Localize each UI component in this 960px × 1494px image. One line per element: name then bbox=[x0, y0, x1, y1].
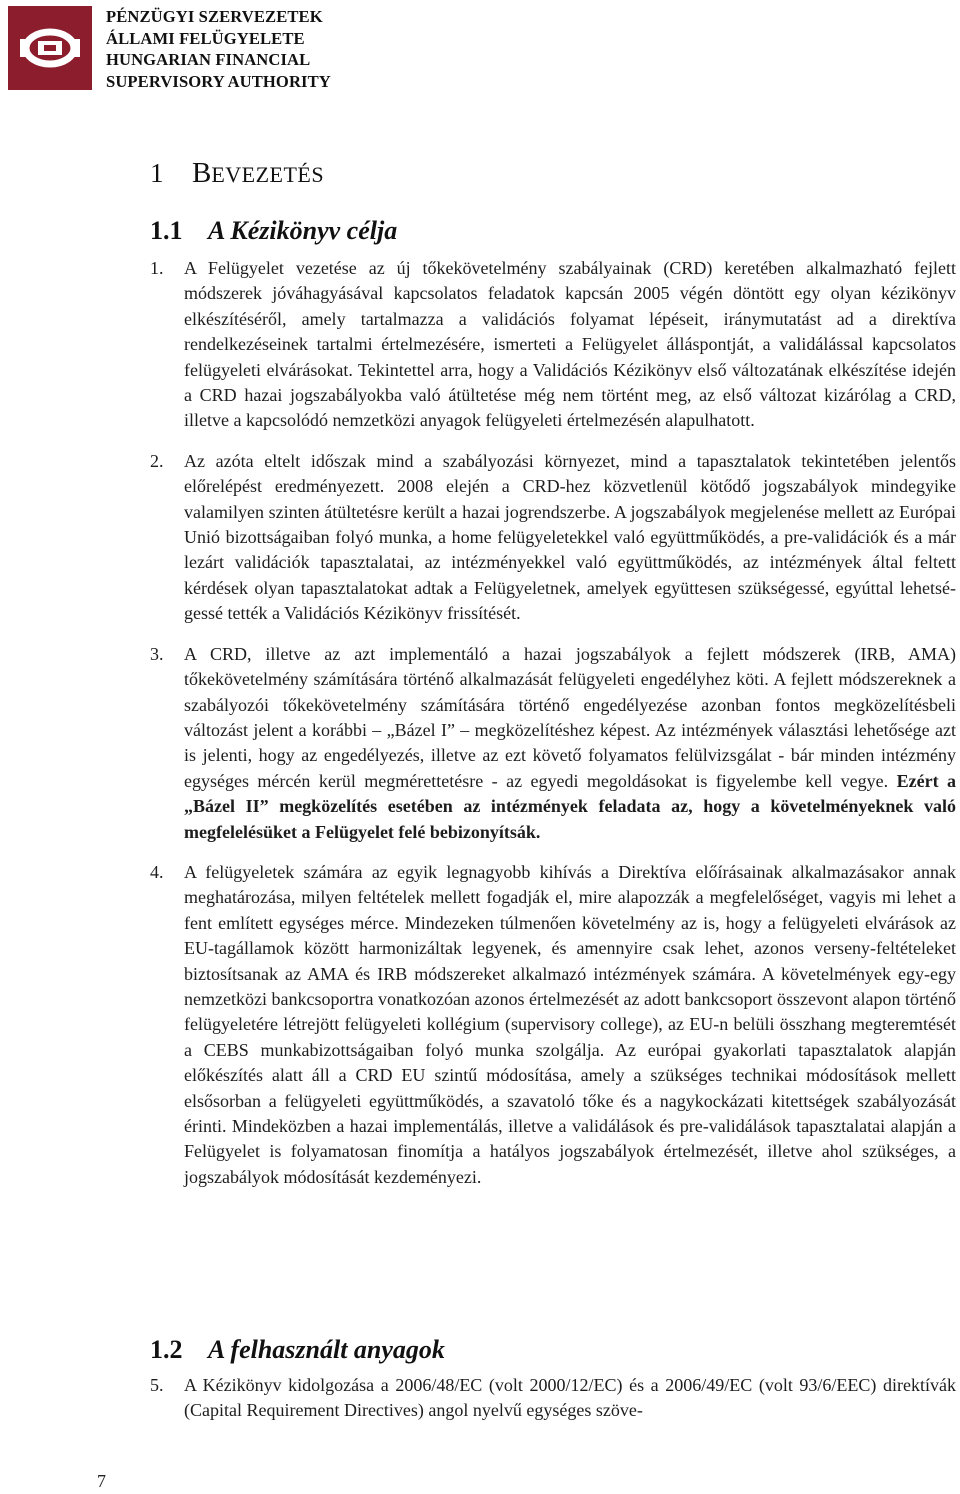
paragraph-number: 4. bbox=[150, 861, 164, 882]
paragraph-number: 1. bbox=[150, 258, 164, 278]
authority-logo bbox=[8, 6, 92, 90]
paragraph-list bbox=[150, 1373, 956, 1439]
paragraph-text: A CRD, illetve az azt implementáló a hazai jogszabályok a fejlett módszerek (IRB, AMA) tőkekövetelmény számítására történő alkalmazását felügyeleti engedélyhez köti. A fejlett módszereknek a szabályozói tőkekövetelmény számítására történő engedélyezése azonban fontos megközelítésbeli változást jelent a korábbi – „Bázel I” – megközelítéshez képest. Az intézmények választási lehetősége azt is jelenti, hogy az engedélyezés, illetve az ezt követő folyamatos felülvizsgálat - bár minden intézmény egységes mércén kerül megmérettetésre - az egyedi megoldásokat is figyelembe kell vegye. bbox=[184, 643, 956, 791]
chapter-title-rest: EVEZETÉS bbox=[211, 162, 325, 187]
org-line-1: PÉNZÜGYI SZERVEZETEK bbox=[106, 7, 323, 26]
paragraph-text: A felügyeletek számára az egyik legnagyobb kihívás a Direktíva előírásainak alkalmazásakor annak meghatározása, milyen feltételek mellett fogadják el, mire alapozzák a megfelelőséget, vagyis mi lehet a fent említett egységes mérce. Mindezeken túlmenően követelmény az is, hogy a felügyeleti elvárások az EU-tagállamok között harmonizáltak legyenek, és amennyire csak lehet, azonos verseny-feltételeket biztosítsanak az AMA és IRB módszereket alkalmazó intézmények számára. A követelmények egy-egy nemzetközi bankcsoportra vonatkozóan azonos értelmezését az adott bankcsoport összevont alapon történő felügyeletére létrejött felügyeleti kollégium (supervisory college), az EU-n belüli összhang megteremtését a CEBS munkabizottságaiban folyó munka szolgálja. Az európai gyakorlati tapasztalatok alapján előkészítés alatt áll a CRD EU szintű módosítása, amely a szükséges technikai módosítások mellett elsősorban a felügyeleti együttműködés, a szavatoló tőke és a nagykockázati kitettségek szabályozását érinti. Mindeközben a hazai implementálás, illetve a validálások és pre-validálások tapasztalatai alapján a Felügyelet is folyamatosan finomítja a hatályos jogszabályok értelmezését, illetve ahol szükséges, a jogszabályok módosítását kezdeményezi. bbox=[184, 861, 956, 1187]
paragraph-2 bbox=[150, 449, 956, 627]
paragraph-1 bbox=[150, 256, 956, 434]
paragraph-4 bbox=[150, 860, 956, 1190]
org-line-4: SUPERVISORY AUTHORITY bbox=[106, 71, 331, 91]
section-heading-1-2 bbox=[150, 1333, 445, 1367]
org-line-3: HUNGARIAN FINANCIAL bbox=[106, 50, 311, 70]
section-title: A felhasznált anyagok bbox=[208, 1335, 445, 1364]
paragraph-5 bbox=[150, 1373, 956, 1424]
chapter-title-initial: B bbox=[192, 157, 212, 189]
paragraph-number: 2. bbox=[150, 450, 164, 471]
section-heading-1-1 bbox=[150, 214, 397, 248]
hfsa-logo-icon bbox=[8, 6, 92, 90]
paragraph-bold-text: Ezért a „Bázel II” megközelítés esetében az intézmények feladata az, hogy a követelményeknek való megfelelésüket a Felügyelet felé bebizonyítsák. bbox=[184, 770, 957, 842]
chapter-heading bbox=[150, 155, 324, 193]
paragraph-list bbox=[150, 256, 956, 1205]
section-number: 1.2 bbox=[150, 1335, 183, 1364]
section-number: 1.1 bbox=[150, 216, 183, 245]
paragraph-3 bbox=[150, 642, 956, 845]
paragraph-text: A Kézikönyv kidolgozása a 2006/48/EC (volt 2000/12/EC) és a 2006/49/EC (volt 93/6/EEC) direktívák (Capital Requirement Directives) angol nyelvű egységes szöve- bbox=[184, 1375, 956, 1421]
paragraph-number: 3. bbox=[150, 643, 164, 664]
section-title: A Kézikönyv célja bbox=[208, 216, 398, 245]
paragraph-text: Az azóta eltelt időszak mind a szabályozási környezet, mind a tapasztalatok tekintetében jelentős előrelépést eredményezett. 2008 elején a CRD-hez közvetlenül kötődő jogszabályok mindegyike valamilyen szinten átültetésre került a hazai jogrendszerbe. A jogszabályok megjelenése mellett az Európai Unió bizottságaiban folyó munka, a home felügyeletekkel való együttműködés, a pre-validációk és a már lezárt validációk tapasztalatai, az intézményekkel való együttműködés, az intézmények által feltett kérdések olyan tapasztalatokat adtak a Felügyeletnek, amelyek együttesen szükségessé, egyúttal lehetségessé tették a Validációs Kézikönyv frissítését. bbox=[184, 450, 956, 624]
organization-name bbox=[106, 6, 331, 92]
chapter-number: 1 bbox=[150, 158, 164, 188]
paragraph-number: 5. bbox=[150, 1375, 164, 1395]
paragraph-text: A Felügyelet vezetése az új tőkekövetelmény szabályainak (CRD) keretében alkalmazható fejlett módszerek jóváhagyásával kapcsolatos feladatok kapcsán 2005 végén döntött egy olyan kézikönyv elkészítéséről, amely tartalmazza a validációs folyamat lépéseit, iránymutatást ad a direktíva rendelkezéseinek tartalmi értelmezésére, ismerteti a Felügyelet álláspontját, a validálással kapcsolatos felügyeleti elvárásokat. Tekintettel arra, hogy a Validációs Kézikönyv első változatának elkészítése idején a CRD hazai jogszabályokba való átültetése még nem történt meg, az első változat kizárólag a CRD, illetve a kapcsolódó nemzetközi anyagok felügyeleti értelmezésén alapulhatott. bbox=[184, 258, 956, 431]
page-number: 7 bbox=[97, 1471, 106, 1491]
org-line-2: ÁLLAMI FELÜGYELETE bbox=[106, 28, 305, 48]
